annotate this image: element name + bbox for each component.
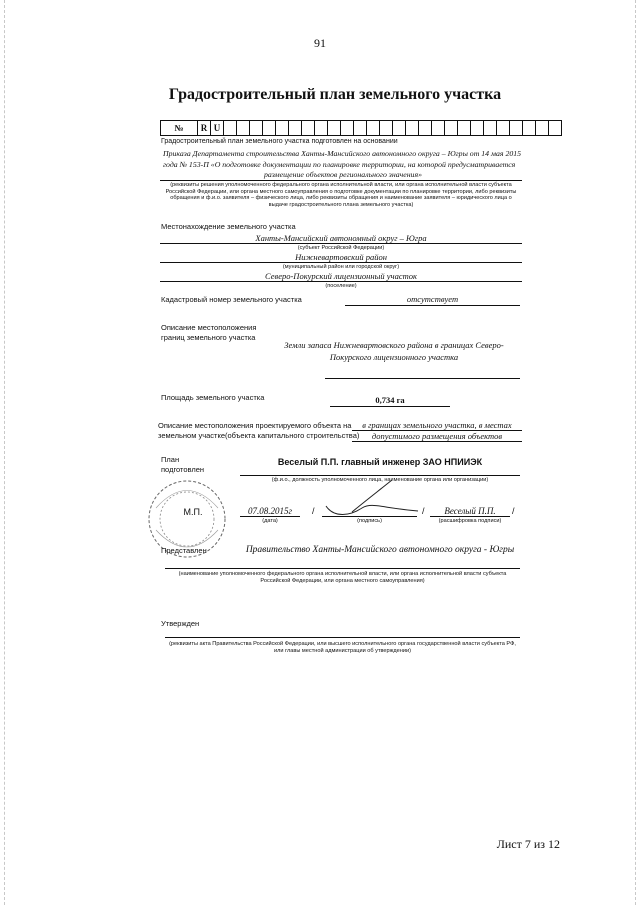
boundaries-line bbox=[325, 378, 520, 379]
basis-caption bbox=[160, 182, 522, 208]
location-subject: Ханты-Мансийский автономный округ – Югра bbox=[255, 233, 427, 243]
prepared-date: 07.08.2015г bbox=[247, 506, 292, 516]
cadastral-value: отсутствует bbox=[406, 294, 459, 304]
number-char: U bbox=[210, 121, 223, 135]
location-district: Нижневартовский район bbox=[295, 252, 387, 262]
basis-underline bbox=[160, 180, 522, 181]
prepared-basis-label: Градостроительный план земельного участка подготовлен на основании bbox=[161, 138, 398, 145]
separator-slash: / bbox=[512, 506, 515, 516]
boundaries-text-1: Земли запаса Нижневартовского района в границах Северо- bbox=[284, 340, 504, 350]
number-cell bbox=[288, 121, 301, 135]
basis-caption-line: Российской Федерации, или органа местного самоуправления о подготовке документации по планировке территории, либо реквизиты bbox=[165, 188, 517, 195]
plan-number-grid bbox=[160, 120, 562, 136]
number-cell bbox=[457, 121, 470, 135]
prepared-label-2: подготовлен bbox=[161, 465, 205, 474]
number-cell bbox=[301, 121, 314, 135]
approved-label: Утвержден bbox=[161, 619, 200, 628]
approved-caption-2: или главы местной администрации об утверждении) bbox=[274, 648, 411, 654]
boundaries-text-2: Покурского лицензионного участка bbox=[329, 352, 459, 362]
location-settlement-line bbox=[160, 281, 522, 282]
number-cell bbox=[496, 121, 509, 135]
number-cell bbox=[444, 121, 457, 135]
presented-value: Правительство Ханты-Мансийского автономного округа - Югры bbox=[245, 545, 515, 555]
basis-caption-line: выдаче градостроительного плана земельного участка) bbox=[268, 201, 414, 208]
presented-caption-1: (наименование уполномоченного федерального органа исполнительной власти, или органа исполнительной власти субъекта bbox=[178, 571, 507, 577]
number-cell bbox=[522, 121, 535, 135]
number-cell bbox=[314, 121, 327, 135]
cadastral-line bbox=[345, 305, 520, 306]
signature-line bbox=[322, 516, 417, 517]
date-caption: (дата) bbox=[262, 518, 278, 524]
area-line bbox=[330, 406, 450, 407]
location-subject-line bbox=[160, 243, 522, 244]
scan-edge-right bbox=[634, 0, 636, 905]
basis-line-3: размещение объектов регионального значения» bbox=[264, 170, 422, 179]
handwritten-signature bbox=[322, 478, 422, 520]
number-cell bbox=[418, 121, 431, 135]
number-cell bbox=[392, 121, 405, 135]
mp-label: М.П. bbox=[183, 507, 203, 517]
decoded-name: Веселый П.П. bbox=[444, 506, 496, 516]
number-cell bbox=[548, 121, 561, 135]
presented-label: Представлен bbox=[161, 546, 207, 555]
number-cell bbox=[275, 121, 288, 135]
object-location-text-1: в границах земельного участка, в местах bbox=[362, 420, 512, 430]
location-district-line bbox=[160, 262, 522, 263]
presented-caption-2: Российской Федерации, или органа местного самоуправления) bbox=[260, 578, 425, 584]
number-cell bbox=[340, 121, 353, 135]
area-label: Площадь земельного участка bbox=[161, 393, 265, 402]
presented-line bbox=[165, 568, 520, 569]
date-line bbox=[240, 516, 300, 517]
basis-caption-line: (реквизиты решения уполномоченного федерального органа исполнительной власти, или органа исполнительной власти субъекта bbox=[170, 182, 512, 188]
location-label: Местонахождение земельного участка bbox=[161, 222, 296, 231]
decoded-line bbox=[430, 516, 510, 517]
boundaries-label-1: Описание местоположения bbox=[161, 323, 257, 332]
object-location-text-2: допустимого размещения объектов bbox=[371, 431, 503, 441]
number-cell bbox=[249, 121, 262, 135]
approved-line bbox=[165, 637, 520, 638]
scan-edge-left bbox=[4, 0, 6, 905]
number-char: R bbox=[197, 121, 210, 135]
number-cell bbox=[262, 121, 275, 135]
basis-caption-line: обращения и ф.и.о. заявителя – физического лица, либо реквизиты обращения и наименование заявителя – юридического лица о bbox=[170, 195, 512, 201]
number-cell bbox=[236, 121, 249, 135]
basis-line-2: года № 153-П «О подготовке документации по планировке территории, на которой предусматривается bbox=[163, 160, 516, 169]
prepared-person: Веселый П.П. главный инженер ЗАО НПИИЭК bbox=[277, 457, 483, 467]
page-number: 91 bbox=[314, 36, 326, 50]
number-cell bbox=[366, 121, 379, 135]
number-cell bbox=[470, 121, 483, 135]
cadastral-label: Кадастровый номер земельного участка bbox=[161, 295, 302, 304]
area-value: 0,734 га bbox=[375, 395, 405, 405]
object-location-label-1: Описание местоположения проектируемого объекта на bbox=[158, 421, 352, 430]
prepared-person-line bbox=[240, 475, 520, 476]
separator-slash: / bbox=[422, 506, 425, 516]
approved-caption-1: (реквизиты акта Правительства Российской Федерации, или высшего исполнительного органа государственной власти субъекта РФ, bbox=[169, 641, 516, 647]
number-cell bbox=[431, 121, 444, 135]
location-district-caption: (муниципальный район или городской округ) bbox=[282, 264, 400, 270]
sheet-counter: Лист 7 из 12 bbox=[496, 837, 560, 851]
number-cell bbox=[379, 121, 392, 135]
boundaries-label-2: границ земельного участка bbox=[161, 333, 256, 342]
number-cell bbox=[223, 121, 236, 135]
object-location-label-2: земельном участке(объекта капитального строительства) bbox=[158, 431, 360, 440]
decoded-caption: (расшифровка подписи) bbox=[438, 518, 502, 524]
location-subject-caption: (субъект Российской Федерации) bbox=[297, 245, 385, 251]
location-settlement: Северо-Покурский лицензионный участок bbox=[265, 271, 417, 281]
prepared-label-1: План bbox=[161, 455, 180, 464]
object-location-line-2 bbox=[352, 441, 522, 442]
number-cell bbox=[405, 121, 418, 135]
number-cell bbox=[535, 121, 548, 135]
separator-slash: / bbox=[312, 506, 315, 516]
prepared-person-caption: (ф.и.о., должность уполномоченного лица, наименование органа или организации) bbox=[271, 477, 489, 483]
number-cell bbox=[509, 121, 522, 135]
signature-caption: (подпись) bbox=[357, 518, 382, 524]
number-cell bbox=[353, 121, 366, 135]
document-title: Градостроительный план земельного участка bbox=[168, 86, 502, 103]
number-cell bbox=[327, 121, 340, 135]
number-sign: № bbox=[174, 123, 184, 133]
number-cell bbox=[483, 121, 496, 135]
location-settlement-caption: (поселение) bbox=[325, 283, 357, 289]
basis-line-1: Приказа Департамента строительства Ханты-Мансийского автономного округа – Югры от 14 мая 2015 bbox=[163, 149, 522, 158]
